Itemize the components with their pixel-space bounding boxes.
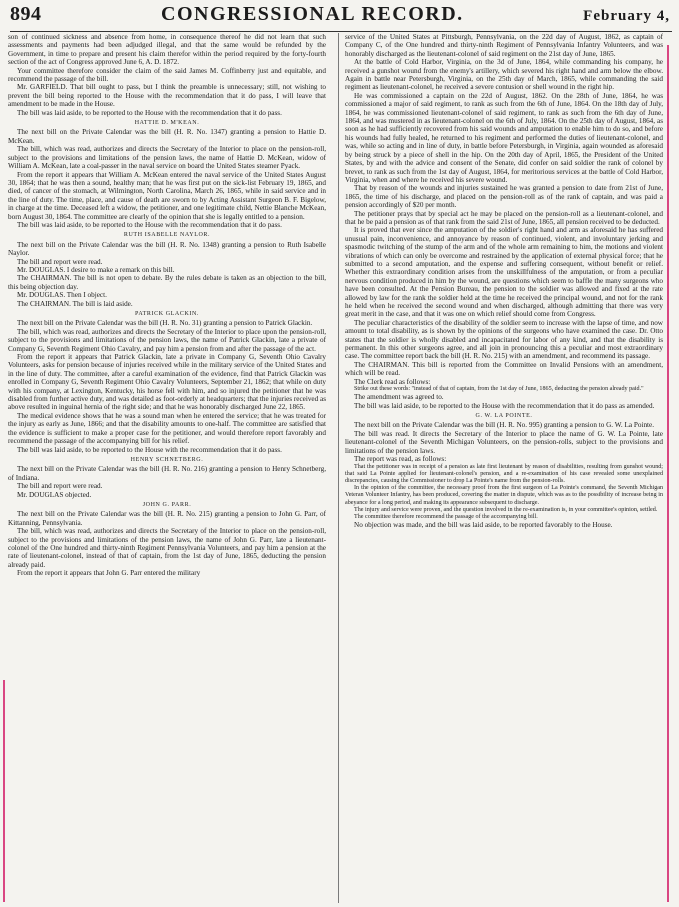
- paragraph: He was commissioned a captain on the 22d of August, 1862. On the 28th of June, 1864, he was commissioned a major of said regiment, to rank as such from the 6th of June, 1864. On the 18th day of July, 1864, he was commissioned lieutenant-colonel of said regiment, to rank as such from the 6th day of June, 1864, and was mustered in as lieutenant-colonel on the 6th of July, 1864. On the 25th day of August, 1864, as soon as he had sufficiently recovered from his said wounds and amputation to enable him to do so, and before his wounds had fully healed, he returned to his regiment and performed the duties of lieutenant-colonel, and was, while so acting and in line of duty, in battle before Petersburgh, in Virginia, again wounded as aforesaid by being struck by a piece of shell in the hip. On the 20th day of April, 1865, the President of the United States, by and with the advice and consent of the Senate, did confer on said soldier the rank of colonel by brevet, to rank as such from the 1st day of August, 1864, for meritorious services at the battle of Cold Harbor, Virginia, when and where he received his severe wound.: [345, 91, 663, 184]
- left-column: [8, 33, 326, 903]
- paragraph: The bill, which was read, authorizes and directs the Secretary of the Interior to place on the pension-roll, subject to the provisions and limitations of the pension laws, the name of John G. Parr, late a lieutenant-colonel of the One hundred and thirty-ninth Regiment Pennsylvania Volunteers, and pay him a pension at the rate of lieutenant-colonel, instead of that of captain, from the 1st day of June, 1865, deducting the pension already paid.: [8, 527, 326, 569]
- margin-marker-left: [3, 680, 5, 902]
- paragraph: The CHAIRMAN. The bill is laid aside.: [17, 299, 133, 308]
- paragraph: The next bill on the Private Calendar was the bill (H. R. No. 216) granting a pension to Henry Schnetberg, of Indiana.: [8, 465, 326, 482]
- paragraph: From the report it appears that John G. Parr entered the military: [17, 569, 201, 578]
- paragraph: That by reason of the wounds and injuries sustained he was granted a pension to date from 21st of June, 1865, the time of his discharge, and placed on the pension-roll as of the rank of captain, and was paid a pension accordingly of $20 per month.: [345, 184, 663, 210]
- paragraph: The bill and report were read.: [17, 482, 103, 491]
- section-heading: HATTIE D. M'KEAN.: [134, 120, 200, 127]
- paragraph: Mr. GARFIELD. That bill ought to pass, but I think the preamble is unnecessary; still, not wishing to prevent the bill being reported to the House with the recommendation that it do pass, I will leave that amendment to be made in the House.: [8, 83, 326, 109]
- paragraph: The committee therefore recommend the passage of the accompanying bill.: [354, 513, 538, 520]
- section-heading: RUTH ISABELLE NAYLOR.: [123, 232, 211, 239]
- paragraph: No objection was made, and the bill was laid aside, to be reported favorably to the House.: [354, 521, 613, 530]
- paragraph: The bill was laid aside, to be reported to the House with the recommendation that it do pass.: [17, 220, 282, 229]
- section-heading: G. W. LA POINTE.: [475, 413, 533, 420]
- paragraph: The bill, which was read, authorizes and directs the Secretary of the Interior to place on the pension-roll, subject to the provisions and limitations of the pension laws, the name of Hattie D. McKean, widow of William A. McKean, late a coal-passer in the naval service on board the United States steamer Pyack.: [8, 145, 326, 171]
- paragraph: The bill, which was read, authorizes and directs the Secretary of the Interior to place upon the pension-roll, subject to the provisions and limitations of the pension laws, the name of Patrick Glackin, late a private of Company G, Seventh Regiment Ohio Cavalry, and pay him a pension from and after the passage of the act.: [8, 327, 326, 353]
- paragraph: The Clerk read as follows:: [354, 377, 431, 386]
- paragraph: The amendment was agreed to.: [354, 393, 444, 402]
- paragraph: service of the United States at Pittsburgh, Pennsylvania, on the 22d day of August, 1862, as captain of Company C, of the One hundred and thirty-ninth Regiment of Pennsylvania Infantry Volunteers, and was honorably discharged as the lieutenant-colonel of said regiment on the 21st day of June, 1865.: [345, 33, 663, 58]
- paragraph: The next bill on the Private Calendar was the bill (H. R. No. 995) granting a pension to G. W. La Pointe.: [354, 421, 655, 430]
- paragraph: At the battle of Cold Harbor, Virginia, on the 3d of June, 1864, while commanding his company, he received a gunshot wound from the enemy's artillery, which severed his right hand and arm below the elbow. Again in battle near Petersburgh, Virginia, on the 25th day of March, 1865, while commanding the said regiment as lieutenant-colonel, he received a severe contusion or shell wound in the right hip.: [345, 58, 663, 92]
- paragraph: That the petitioner was in receipt of a pension as late first lieutenant by reason of disabilities, resulting from gunshot wound; that said La Pointe applied for lieutenant-colonel's pension, and a re-examination of his case revealed some unexplained discrepancies, causing the Commissioner to drop La Pointe's name from the pension-rolls.: [345, 463, 663, 484]
- paragraph: son of continued sickness and absence from home, in consequence thereof he did not learn that such assessments and payments had been adjudged illegal, and that the same would be refunded by the Government, in time to prepare and present his claim therefor within the period required by the forty-fourth section of the act of Congress approved June 6, A. D. 1872.: [8, 33, 326, 67]
- section-heading: HENRY SCHNETBERG.: [130, 456, 204, 463]
- paragraph: The injury and service were proven, and the question involved in the re-examination is, in your committee's opinion, settled.: [354, 506, 658, 513]
- paragraph: The petitioner prays that by special act he may be placed on the pension-roll as a lieutenant-colonel, and that he be paid a pension as of that rank from the said 21st of June, 1865, all pension received to be deducted.: [345, 209, 663, 226]
- right-column: [345, 33, 663, 903]
- paragraph: The bill was laid aside, to be reported to the House with the recommendation that it do pass.: [17, 108, 282, 117]
- paragraph: Mr. DOUGLAS. Then I object.: [17, 291, 107, 300]
- page-header: [10, 3, 670, 27]
- paragraph: The next bill on the Private Calendar was the bill (H. R. No. 1347) granting a pension to Hattie D. McKean.: [8, 128, 326, 145]
- paragraph: The report was read, as follows:: [354, 455, 447, 464]
- paragraph: From the report it appears that Patrick Glackin, late a private in Company G, Seventh Ohio Cavalry Volunteers, asks for pension because of injuries received while in the military service of the United States and in the line of duty. The committee, after a careful examination of the evidence, find that Patrick Glackin was enrolled in Company G, Seventh Regiment Ohio Cavalry Volunteers, September 21, 1862; that while on duty with his company, at Lexington, Kentucky, his horse fell with him, and so injured the petitioner that he was disabled from further active duty, and was detailed as foot-orderly at headquarters; that the injuries received as above resulted in inguinal hernia of the right side; and that he was honorably discharged June 22, 1865.: [8, 353, 326, 412]
- paragraph: In the opinion of the committee, the necessary proof from the first surgeon of La Pointe's command, the Seventh Michigan Veteran Volunteer Infantry, has been produced, covering the matter in dispute, which was as to the possibility of increase being in abeyance for a long period, and making its appearance subsequent to discharge.: [345, 485, 663, 506]
- paragraph: The bill was laid aside, to be reported to the House with the recommendation that it do pass as amended.: [354, 401, 655, 410]
- paragraph: The next bill on the Private Calendar was the bill (H. R. No. 1348) granting a pension to Ruth Isabelle Naylor.: [8, 240, 326, 258]
- paragraph: The bill was read. It directs the Secretary of the Interior to place the name of G. W. La Pointe, late lieutenant-colonel of the Seventh Michigan Volunteers, on the pension-rolls, subject to the provisions and limitations of the pension laws.: [345, 429, 663, 455]
- section-heading: PATRICK GLACKIN.: [134, 311, 200, 317]
- header-rule: [10, 31, 672, 32]
- paragraph: The CHAIRMAN. This bill is reported from the Committee on Invalid Pensions with an amendment, which will be read.: [345, 360, 663, 378]
- paragraph: Strike out these words: "instead of that of captain, from the 1st day of June, 1865, deducting the pension already paid.": [354, 386, 644, 393]
- paragraph: The bill was laid aside, to be reported to the House with the recommendation that it do pass.: [17, 445, 282, 454]
- paragraph: The peculiar characteristics of the disability of the soldier seem to increase with the lapse of time, and now amount to total disability, as is shown by the opinions of the surgeons who have examined the case. Dr. Otto states that the soldier is wholly disabled and incapacitated for labor of any kind, and that the disability is permanent. In this other surgeons agree, and all join in pronouncing this a peculiar and most extraordinary case. The committee report back the bill (H. R. No. 215) with an amendment, and recommend its passage.: [345, 318, 663, 361]
- paragraph: The medical evidence shows that he was a sound man when he entered the service; that he was treated for the injury as early as June, 1866; and that the disability amounts to one-half. The committee are satisfied that the evidence is sufficient to make a proper case for the petitioner, and would therefore report favorably and recommend the passage of the accompanying bill for his relief.: [8, 411, 326, 446]
- paragraph: It is proved that ever since the amputation of the soldier's right hand and arm as aforesaid he has suffered unusual pain, inconvenience, and annoyance by reason of continued, violent, and involuntary jerking and spasmodic twitching of the stump of the arm and of the whole arm remaining to him, the motions and violent vibrations of which can only be overcome and restrained by the application of external physical force; that he submitted to a second amputation, and the expense and suffering consequent, without benefit or relief. Whether this extraordinary condition arises from the unskillfulness of the amputation, or from a peculiar nervous condition produced in him by the wound, are questions which seem to baffle the many surgeons who have been consulted. At the Pension Bureau, the pension to the soldier was allowed and fixed at the rate allowed by law for the rank the soldier held at the time he received the principal wound, and not for the rank he held when he received the second wound and when discharged, although admitting that there was very great merit in the case, and that it was one on which relief should come from Congress.: [345, 226, 663, 319]
- margin-marker-right: [667, 45, 669, 902]
- paragraph: The next bill on the Private Calendar was the bill (H. R. No. 31) granting a pension to Patrick Glackin.: [17, 319, 313, 328]
- paragraph: The next bill on the Private Calendar was the bill (H. R. No. 215) granting a pension to John G. Parr, of Kittanning, Pennsylvania.: [8, 510, 326, 527]
- column-divider: [338, 33, 339, 903]
- paragraph: Your committee therefore consider the claim of the said James M. Coffinberry just and equitable, and recommend the passage of the bill.: [8, 66, 326, 84]
- paragraph: Mr. DOUGLAS objected.: [17, 490, 92, 499]
- journal-title: CONGRESSIONAL RECORD.: [161, 3, 464, 25]
- page-number: 894: [10, 3, 42, 25]
- paragraph: From the report it appears that William A. McKean entered the naval service of the United States August 30, 1864; that he was then a sound, healthy man; that he was first put on the sick-list February 19, 1865, and died, of cancer of the stomach, at Wilmington, North Carolina, March 26, 1865, while in said service and in the line of duty. The time, place, and cause of death are sworn to by Acting Assistant Surgeon B. F. Bigelow, in charge at the time. Deceased left a widow, the petitioner, and one legitimate child, Nettie Blanche McKean, born August 30, 1864. The committee are clearly of the opinion that she is legally entitled to a pension.: [8, 170, 326, 221]
- issue-date: February 4,: [583, 8, 670, 24]
- paragraph: The bill and report were read.: [17, 257, 103, 266]
- section-heading: JOHN G. PARR.: [142, 501, 192, 508]
- paragraph: Mr. DOUGLAS. I desire to make a remark on this bill.: [17, 265, 175, 274]
- paragraph: The CHAIRMAN. The bill is not open to debate. By the rules debate is taken as an objection to the bill, this being objection day.: [8, 274, 326, 291]
